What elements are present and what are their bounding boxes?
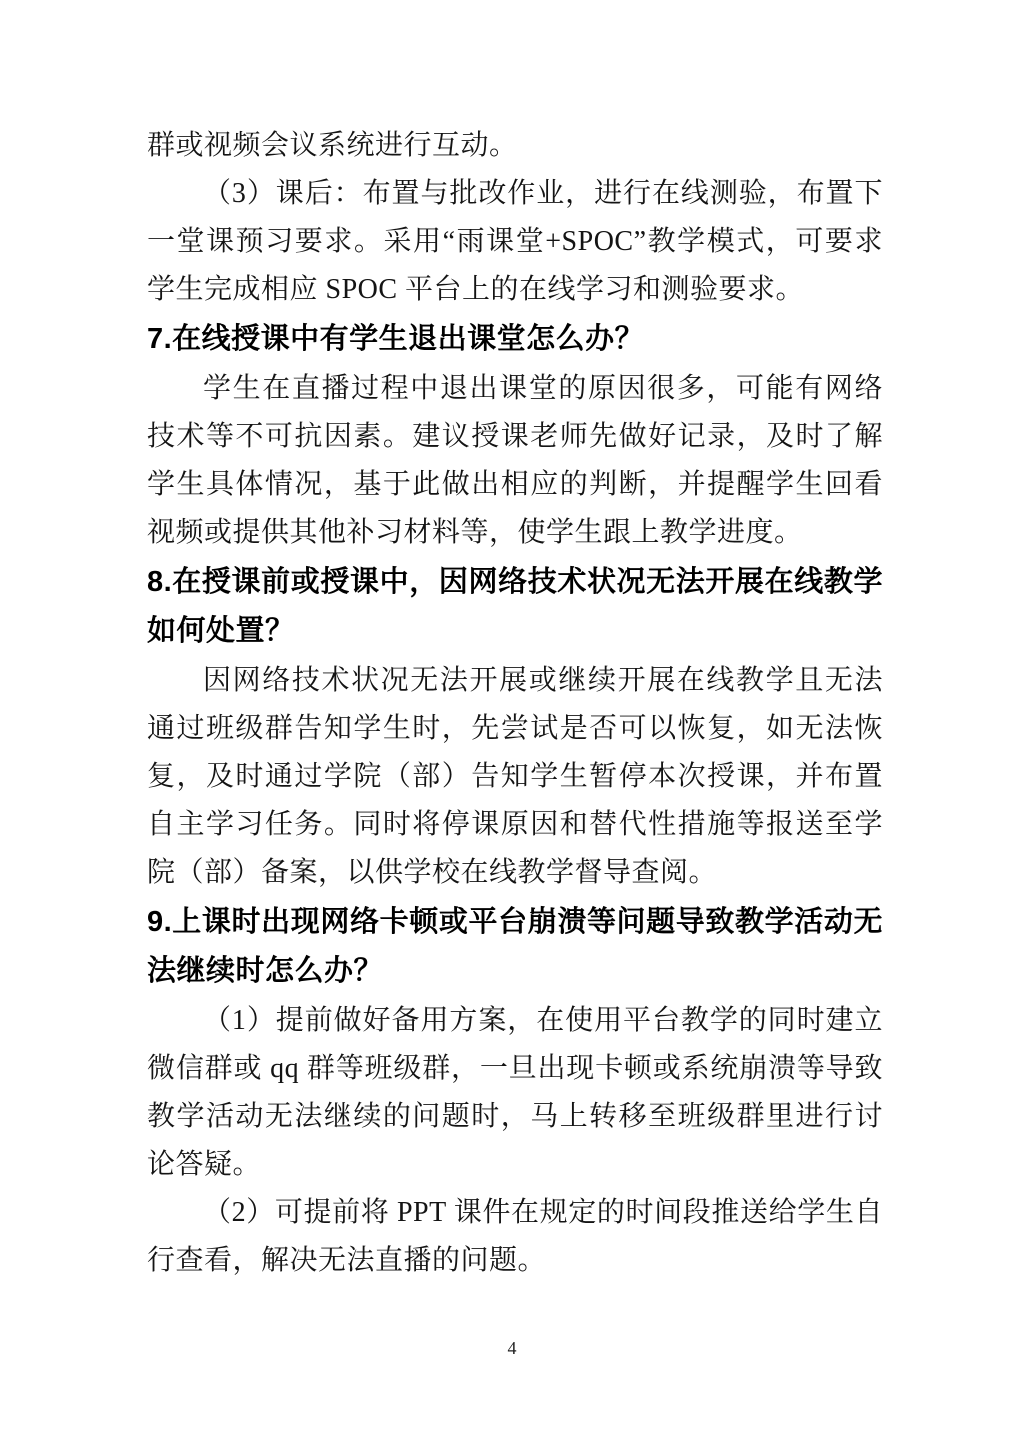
question-heading-7: 7.在线授课中有学生退出课堂怎么办？ [147, 323, 645, 355]
body-paragraph: 学生在直播过程中退出课堂的原因很多，可能有网络技术等不可抗因素。建议授课老师先做好记录，及时了解学生具体情况，基于此做出相应的判断，并提醒学生回看视频或提供其他补习材料等，使学生跟上教学进度。 [147, 373, 883, 548]
body-paragraph: （1）提前做好备用方案，在使用平台教学的同时建立微信群或 qq 群等班级群，一旦出现卡顿或系统崩溃等导致教学活动无法继续的问题时，马上转移至班级群里进行讨论答疑。 [147, 1005, 883, 1180]
question-heading-8: 8.在授课前或授课中，因网络技术状况无法开展在线教学如何处置？ [147, 566, 883, 647]
question-heading-9: 9.上课时出现网络卡顿或平台崩溃等问题导致教学活动无法继续时怎么办？ [147, 906, 883, 987]
body-paragraph: 因网络技术状况无法开展或继续开展在线教学且无法通过班级群告知学生时，先尝试是否可以恢复，如无法恢复，及时通过学院（部）告知学生暂停本次授课，并布置自主学习任务。同时将停课原因和替代性措施等报送至学院（部）备案，以供学校在线教学督导查阅。 [147, 665, 883, 888]
page-number: 4 [507, 1338, 517, 1358]
body-paragraph: （3）课后：布置与批改作业，进行在线测验，布置下一堂课预习要求。采用“雨课堂+SPOC”教学模式，可要求学生完成相应 SPOC 平台上的在线学习和测验要求。 [147, 178, 883, 305]
document-page [147, 122, 883, 1285]
body-paragraph: （2）可提前将 PPT 课件在规定的时间段推送给学生自行查看，解决无法直播的问题。 [147, 1197, 883, 1276]
body-paragraph-continuation: 群或视频会议系统进行互动。 [147, 130, 518, 161]
